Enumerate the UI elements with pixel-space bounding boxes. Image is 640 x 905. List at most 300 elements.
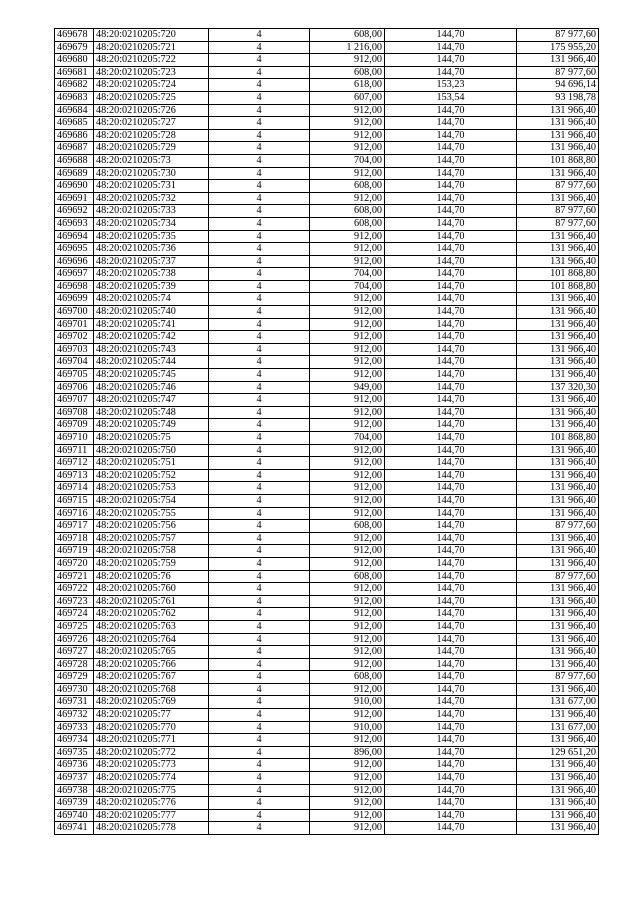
- value-cell: 131 966,40: [517, 406, 599, 419]
- group-cell: 4: [209, 167, 310, 180]
- table-row: [55, 608, 599, 621]
- area-cell: 912,00: [310, 255, 385, 268]
- value-cell: 131 966,40: [517, 709, 599, 722]
- row-id-cell: 469696: [55, 255, 94, 268]
- row-id-cell: 469709: [55, 419, 94, 432]
- row-id-cell: 469684: [55, 104, 94, 117]
- value-cell: 131 966,40: [517, 306, 599, 319]
- cadastral-number-cell: 48:20:0210205:720: [94, 29, 209, 42]
- row-id-cell: 469686: [55, 129, 94, 142]
- group-cell: 4: [209, 230, 310, 243]
- value-cell: 131 966,40: [517, 822, 599, 835]
- table-row: [55, 520, 599, 533]
- cadastral-number-cell: 48:20:0210205:724: [94, 79, 209, 92]
- area-cell: 912,00: [310, 293, 385, 306]
- rate-cell: 144,70: [385, 230, 517, 243]
- rate-cell: 144,70: [385, 331, 517, 344]
- cadastral-number-cell: 48:20:0210205:755: [94, 507, 209, 520]
- rate-cell: 144,70: [385, 608, 517, 621]
- group-cell: 4: [209, 356, 310, 369]
- row-id-cell: 469724: [55, 608, 94, 621]
- cadastral-number-cell: 48:20:0210205:732: [94, 192, 209, 205]
- row-id-cell: 469688: [55, 154, 94, 167]
- rate-cell: 144,70: [385, 444, 517, 457]
- value-cell: 131 966,40: [517, 494, 599, 507]
- group-cell: 4: [209, 620, 310, 633]
- value-cell: 131 966,40: [517, 444, 599, 457]
- group-cell: 4: [209, 444, 310, 457]
- table-row: [55, 457, 599, 470]
- value-cell: 129 651,20: [517, 746, 599, 759]
- row-id-cell: 469741: [55, 822, 94, 835]
- value-cell: 87 977,60: [517, 66, 599, 79]
- table-row: [55, 66, 599, 79]
- value-cell: 87 977,60: [517, 217, 599, 230]
- cadastral-number-cell: 48:20:0210205:751: [94, 457, 209, 470]
- value-cell: 131 966,40: [517, 583, 599, 596]
- value-cell: 131 677,00: [517, 696, 599, 709]
- row-id-cell: 469723: [55, 595, 94, 608]
- row-id-cell: 469694: [55, 230, 94, 243]
- group-cell: 4: [209, 217, 310, 230]
- group-cell: 4: [209, 482, 310, 495]
- row-id-cell: 469683: [55, 91, 94, 104]
- table-row: [55, 394, 599, 407]
- value-cell: 101 868,80: [517, 154, 599, 167]
- rate-cell: 144,70: [385, 633, 517, 646]
- row-id-cell: 469690: [55, 180, 94, 193]
- row-id-cell: 469705: [55, 369, 94, 382]
- group-cell: 4: [209, 570, 310, 583]
- value-cell: 131 966,40: [517, 167, 599, 180]
- rate-cell: 144,70: [385, 671, 517, 684]
- cadastral-number-cell: 48:20:0210205:745: [94, 369, 209, 382]
- group-cell: 4: [209, 419, 310, 432]
- table-row: [55, 54, 599, 67]
- value-cell: 131 966,40: [517, 620, 599, 633]
- row-id-cell: 469699: [55, 293, 94, 306]
- area-cell: 912,00: [310, 595, 385, 608]
- area-cell: 910,00: [310, 721, 385, 734]
- group-cell: 4: [209, 369, 310, 382]
- value-cell: 87 977,60: [517, 671, 599, 684]
- rate-cell: 153,54: [385, 91, 517, 104]
- rate-cell: 144,70: [385, 784, 517, 797]
- area-cell: 704,00: [310, 268, 385, 281]
- cadastral-number-cell: 48:20:0210205:736: [94, 243, 209, 256]
- cadastral-number-cell: 48:20:0210205:756: [94, 520, 209, 533]
- area-cell: 912,00: [310, 369, 385, 382]
- rate-cell: 144,70: [385, 419, 517, 432]
- value-cell: 131 966,40: [517, 343, 599, 356]
- table-row: [55, 545, 599, 558]
- area-cell: 608,00: [310, 217, 385, 230]
- row-id-cell: 469710: [55, 432, 94, 445]
- area-cell: 912,00: [310, 482, 385, 495]
- value-cell: 131 677,00: [517, 721, 599, 734]
- rate-cell: 144,70: [385, 734, 517, 747]
- value-cell: 131 966,40: [517, 117, 599, 130]
- cadastral-number-cell: 48:20:0210205:749: [94, 419, 209, 432]
- area-cell: 912,00: [310, 142, 385, 155]
- cadastral-number-cell: 48:20:0210205:730: [94, 167, 209, 180]
- value-cell: 131 966,40: [517, 54, 599, 67]
- cadastral-number-cell: 48:20:0210205:774: [94, 772, 209, 785]
- table-row: [55, 369, 599, 382]
- rate-cell: 144,70: [385, 809, 517, 822]
- row-id-cell: 469707: [55, 394, 94, 407]
- value-cell: 131 966,40: [517, 394, 599, 407]
- row-id-cell: 469715: [55, 494, 94, 507]
- table-row: [55, 734, 599, 747]
- rate-cell: 144,70: [385, 356, 517, 369]
- rate-cell: 144,70: [385, 154, 517, 167]
- area-cell: 608,00: [310, 29, 385, 42]
- row-id-cell: 469708: [55, 406, 94, 419]
- rate-cell: 144,70: [385, 66, 517, 79]
- table-row: [55, 356, 599, 369]
- value-cell: 131 966,40: [517, 243, 599, 256]
- value-cell: 131 966,40: [517, 646, 599, 659]
- area-cell: 912,00: [310, 658, 385, 671]
- group-cell: 4: [209, 406, 310, 419]
- value-cell: 131 966,40: [517, 331, 599, 344]
- table-row: [55, 683, 599, 696]
- row-id-cell: 469717: [55, 520, 94, 533]
- group-cell: 4: [209, 381, 310, 394]
- area-cell: 912,00: [310, 54, 385, 67]
- row-id-cell: 469720: [55, 557, 94, 570]
- cadastral-number-cell: 48:20:0210205:746: [94, 381, 209, 394]
- value-cell: 131 966,40: [517, 469, 599, 482]
- value-cell: 131 966,40: [517, 545, 599, 558]
- rate-cell: 144,70: [385, 104, 517, 117]
- area-cell: 896,00: [310, 746, 385, 759]
- area-cell: 912,00: [310, 419, 385, 432]
- cadastral-number-cell: 48:20:0210205:771: [94, 734, 209, 747]
- value-cell: 131 966,40: [517, 658, 599, 671]
- area-cell: 910,00: [310, 696, 385, 709]
- cadastral-number-cell: 48:20:0210205:753: [94, 482, 209, 495]
- cadastral-number-cell: 48:20:0210205:762: [94, 608, 209, 621]
- rate-cell: 144,70: [385, 280, 517, 293]
- group-cell: 4: [209, 192, 310, 205]
- value-cell: 87 977,60: [517, 520, 599, 533]
- area-cell: 912,00: [310, 406, 385, 419]
- group-cell: 4: [209, 243, 310, 256]
- rate-cell: 144,70: [385, 29, 517, 42]
- group-cell: 4: [209, 696, 310, 709]
- area-cell: 912,00: [310, 356, 385, 369]
- row-id-cell: 469698: [55, 280, 94, 293]
- row-id-cell: 469716: [55, 507, 94, 520]
- row-id-cell: 469695: [55, 243, 94, 256]
- row-id-cell: 469727: [55, 646, 94, 659]
- cadastral-number-cell: 48:20:0210205:744: [94, 356, 209, 369]
- table-row: [55, 180, 599, 193]
- row-id-cell: 469726: [55, 633, 94, 646]
- table-row: [55, 494, 599, 507]
- cadastral-number-cell: 48:20:0210205:726: [94, 104, 209, 117]
- value-cell: 131 966,40: [517, 142, 599, 155]
- rate-cell: 144,70: [385, 646, 517, 659]
- rate-cell: 144,70: [385, 255, 517, 268]
- row-id-cell: 469706: [55, 381, 94, 394]
- cadastral-number-cell: 48:20:0210205:768: [94, 683, 209, 696]
- row-id-cell: 469681: [55, 66, 94, 79]
- table-row: [55, 772, 599, 785]
- value-cell: 175 955,20: [517, 41, 599, 54]
- table-row: [55, 91, 599, 104]
- group-cell: 4: [209, 117, 310, 130]
- table-row: [55, 205, 599, 218]
- cadastral-number-cell: 48:20:0210205:758: [94, 545, 209, 558]
- rate-cell: 144,70: [385, 520, 517, 533]
- group-cell: 4: [209, 608, 310, 621]
- value-cell: 87 977,60: [517, 180, 599, 193]
- value-cell: 87 977,60: [517, 570, 599, 583]
- value-cell: 131 966,40: [517, 557, 599, 570]
- value-cell: 131 966,40: [517, 419, 599, 432]
- group-cell: 4: [209, 205, 310, 218]
- value-cell: 131 966,40: [517, 507, 599, 520]
- table-row: [55, 280, 599, 293]
- table-row: [55, 759, 599, 772]
- value-cell: 131 966,40: [517, 255, 599, 268]
- cadastral-number-cell: 48:20:0210205:76: [94, 570, 209, 583]
- row-id-cell: 469725: [55, 620, 94, 633]
- cadastral-number-cell: 48:20:0210205:769: [94, 696, 209, 709]
- area-cell: 912,00: [310, 633, 385, 646]
- rate-cell: 144,70: [385, 117, 517, 130]
- group-cell: 4: [209, 91, 310, 104]
- cadastral-number-cell: 48:20:0210205:772: [94, 746, 209, 759]
- row-id-cell: 469712: [55, 457, 94, 470]
- value-cell: 131 966,40: [517, 683, 599, 696]
- rate-cell: 144,70: [385, 243, 517, 256]
- area-cell: 912,00: [310, 243, 385, 256]
- cadastral-number-cell: 48:20:0210205:748: [94, 406, 209, 419]
- table-row: [55, 646, 599, 659]
- group-cell: 4: [209, 595, 310, 608]
- table-row: [55, 419, 599, 432]
- row-id-cell: 469732: [55, 709, 94, 722]
- cadastral-number-cell: 48:20:0210205:747: [94, 394, 209, 407]
- table-row: [55, 230, 599, 243]
- row-id-cell: 469680: [55, 54, 94, 67]
- table-row: [55, 167, 599, 180]
- cadastral-number-cell: 48:20:0210205:73: [94, 154, 209, 167]
- value-cell: 131 966,40: [517, 734, 599, 747]
- row-id-cell: 469685: [55, 117, 94, 130]
- cadastral-number-cell: 48:20:0210205:743: [94, 343, 209, 356]
- value-cell: 137 320,30: [517, 381, 599, 394]
- value-cell: 93 198,78: [517, 91, 599, 104]
- area-cell: 912,00: [310, 809, 385, 822]
- table-row: [55, 432, 599, 445]
- cadastral-number-cell: 48:20:0210205:734: [94, 217, 209, 230]
- area-cell: 912,00: [310, 683, 385, 696]
- table-row: [55, 633, 599, 646]
- row-id-cell: 469692: [55, 205, 94, 218]
- row-id-cell: 469701: [55, 318, 94, 331]
- area-cell: 912,00: [310, 318, 385, 331]
- rate-cell: 144,70: [385, 167, 517, 180]
- table-row: [55, 507, 599, 520]
- value-cell: 131 966,40: [517, 759, 599, 772]
- rate-cell: 144,70: [385, 217, 517, 230]
- value-cell: 131 966,40: [517, 192, 599, 205]
- rate-cell: 144,70: [385, 532, 517, 545]
- area-cell: 912,00: [310, 394, 385, 407]
- rate-cell: 144,70: [385, 41, 517, 54]
- table-row: [55, 29, 599, 42]
- group-cell: 4: [209, 633, 310, 646]
- cadastral-number-cell: 48:20:0210205:739: [94, 280, 209, 293]
- rate-cell: 144,70: [385, 180, 517, 193]
- cadastral-number-cell: 48:20:0210205:728: [94, 129, 209, 142]
- group-cell: 4: [209, 54, 310, 67]
- group-cell: 4: [209, 457, 310, 470]
- rate-cell: 153,23: [385, 79, 517, 92]
- row-id-cell: 469728: [55, 658, 94, 671]
- row-id-cell: 469739: [55, 797, 94, 810]
- cadastral-number-cell: 48:20:0210205:741: [94, 318, 209, 331]
- value-cell: 131 966,40: [517, 356, 599, 369]
- table-row: [55, 306, 599, 319]
- group-cell: 4: [209, 822, 310, 835]
- cadastral-number-cell: 48:20:0210205:725: [94, 91, 209, 104]
- group-cell: 4: [209, 41, 310, 54]
- row-id-cell: 469721: [55, 570, 94, 583]
- area-cell: 912,00: [310, 331, 385, 344]
- group-cell: 4: [209, 809, 310, 822]
- table-row: [55, 142, 599, 155]
- group-cell: 4: [209, 557, 310, 570]
- row-id-cell: 469713: [55, 469, 94, 482]
- area-cell: 912,00: [310, 104, 385, 117]
- area-cell: 912,00: [310, 797, 385, 810]
- row-id-cell: 469731: [55, 696, 94, 709]
- row-id-cell: 469714: [55, 482, 94, 495]
- table-row: [55, 129, 599, 142]
- row-id-cell: 469722: [55, 583, 94, 596]
- group-cell: 4: [209, 268, 310, 281]
- rate-cell: 144,70: [385, 545, 517, 558]
- table-row: [55, 557, 599, 570]
- group-cell: 4: [209, 797, 310, 810]
- group-cell: 4: [209, 129, 310, 142]
- group-cell: 4: [209, 658, 310, 671]
- rate-cell: 144,70: [385, 507, 517, 520]
- row-id-cell: 469733: [55, 721, 94, 734]
- value-cell: 87 977,60: [517, 29, 599, 42]
- rate-cell: 144,70: [385, 570, 517, 583]
- group-cell: 4: [209, 394, 310, 407]
- cadastral-number-cell: 48:20:0210205:74: [94, 293, 209, 306]
- row-id-cell: 469691: [55, 192, 94, 205]
- value-cell: 131 966,40: [517, 482, 599, 495]
- area-cell: 704,00: [310, 432, 385, 445]
- row-id-cell: 469740: [55, 809, 94, 822]
- value-cell: 131 966,40: [517, 797, 599, 810]
- rate-cell: 144,70: [385, 658, 517, 671]
- area-cell: 912,00: [310, 457, 385, 470]
- area-cell: 912,00: [310, 646, 385, 659]
- rate-cell: 144,70: [385, 822, 517, 835]
- area-cell: 608,00: [310, 671, 385, 684]
- rate-cell: 144,70: [385, 205, 517, 218]
- area-cell: 912,00: [310, 532, 385, 545]
- table-row: [55, 444, 599, 457]
- group-cell: 4: [209, 280, 310, 293]
- area-cell: 608,00: [310, 570, 385, 583]
- row-id-cell: 469682: [55, 79, 94, 92]
- group-cell: 4: [209, 66, 310, 79]
- group-cell: 4: [209, 306, 310, 319]
- cadastral-number-cell: 48:20:0210205:765: [94, 646, 209, 659]
- value-cell: 101 868,80: [517, 268, 599, 281]
- cadastral-number-cell: 48:20:0210205:766: [94, 658, 209, 671]
- area-cell: 912,00: [310, 583, 385, 596]
- area-cell: 618,00: [310, 79, 385, 92]
- table-body: [55, 29, 599, 835]
- rate-cell: 144,70: [385, 683, 517, 696]
- rate-cell: 144,70: [385, 494, 517, 507]
- group-cell: 4: [209, 318, 310, 331]
- row-id-cell: 469679: [55, 41, 94, 54]
- table-row: [55, 696, 599, 709]
- value-cell: 131 966,40: [517, 608, 599, 621]
- value-cell: 131 966,40: [517, 809, 599, 822]
- table-row: [55, 583, 599, 596]
- area-cell: 912,00: [310, 444, 385, 457]
- cadastral-number-cell: 48:20:0210205:740: [94, 306, 209, 319]
- area-cell: 912,00: [310, 469, 385, 482]
- cadastral-number-cell: 48:20:0210205:75: [94, 432, 209, 445]
- cadastral-number-cell: 48:20:0210205:731: [94, 180, 209, 193]
- rate-cell: 144,70: [385, 557, 517, 570]
- value-cell: 131 966,40: [517, 318, 599, 331]
- group-cell: 4: [209, 154, 310, 167]
- cadastral-number-cell: 48:20:0210205:752: [94, 469, 209, 482]
- group-cell: 4: [209, 104, 310, 117]
- group-cell: 4: [209, 784, 310, 797]
- value-cell: 131 966,40: [517, 532, 599, 545]
- value-cell: 131 966,40: [517, 457, 599, 470]
- area-cell: 704,00: [310, 280, 385, 293]
- rate-cell: 144,70: [385, 759, 517, 772]
- rate-cell: 144,70: [385, 293, 517, 306]
- area-cell: 912,00: [310, 709, 385, 722]
- rate-cell: 144,70: [385, 696, 517, 709]
- rate-cell: 144,70: [385, 595, 517, 608]
- group-cell: 4: [209, 646, 310, 659]
- area-cell: 912,00: [310, 494, 385, 507]
- rate-cell: 144,70: [385, 381, 517, 394]
- row-id-cell: 469700: [55, 306, 94, 319]
- cadastral-number-cell: 48:20:0210205:760: [94, 583, 209, 596]
- group-cell: 4: [209, 671, 310, 684]
- table-row: [55, 532, 599, 545]
- group-cell: 4: [209, 494, 310, 507]
- row-id-cell: 469703: [55, 343, 94, 356]
- row-id-cell: 469702: [55, 331, 94, 344]
- row-id-cell: 469689: [55, 167, 94, 180]
- rate-cell: 144,70: [385, 369, 517, 382]
- table-row: [55, 192, 599, 205]
- rate-cell: 144,70: [385, 54, 517, 67]
